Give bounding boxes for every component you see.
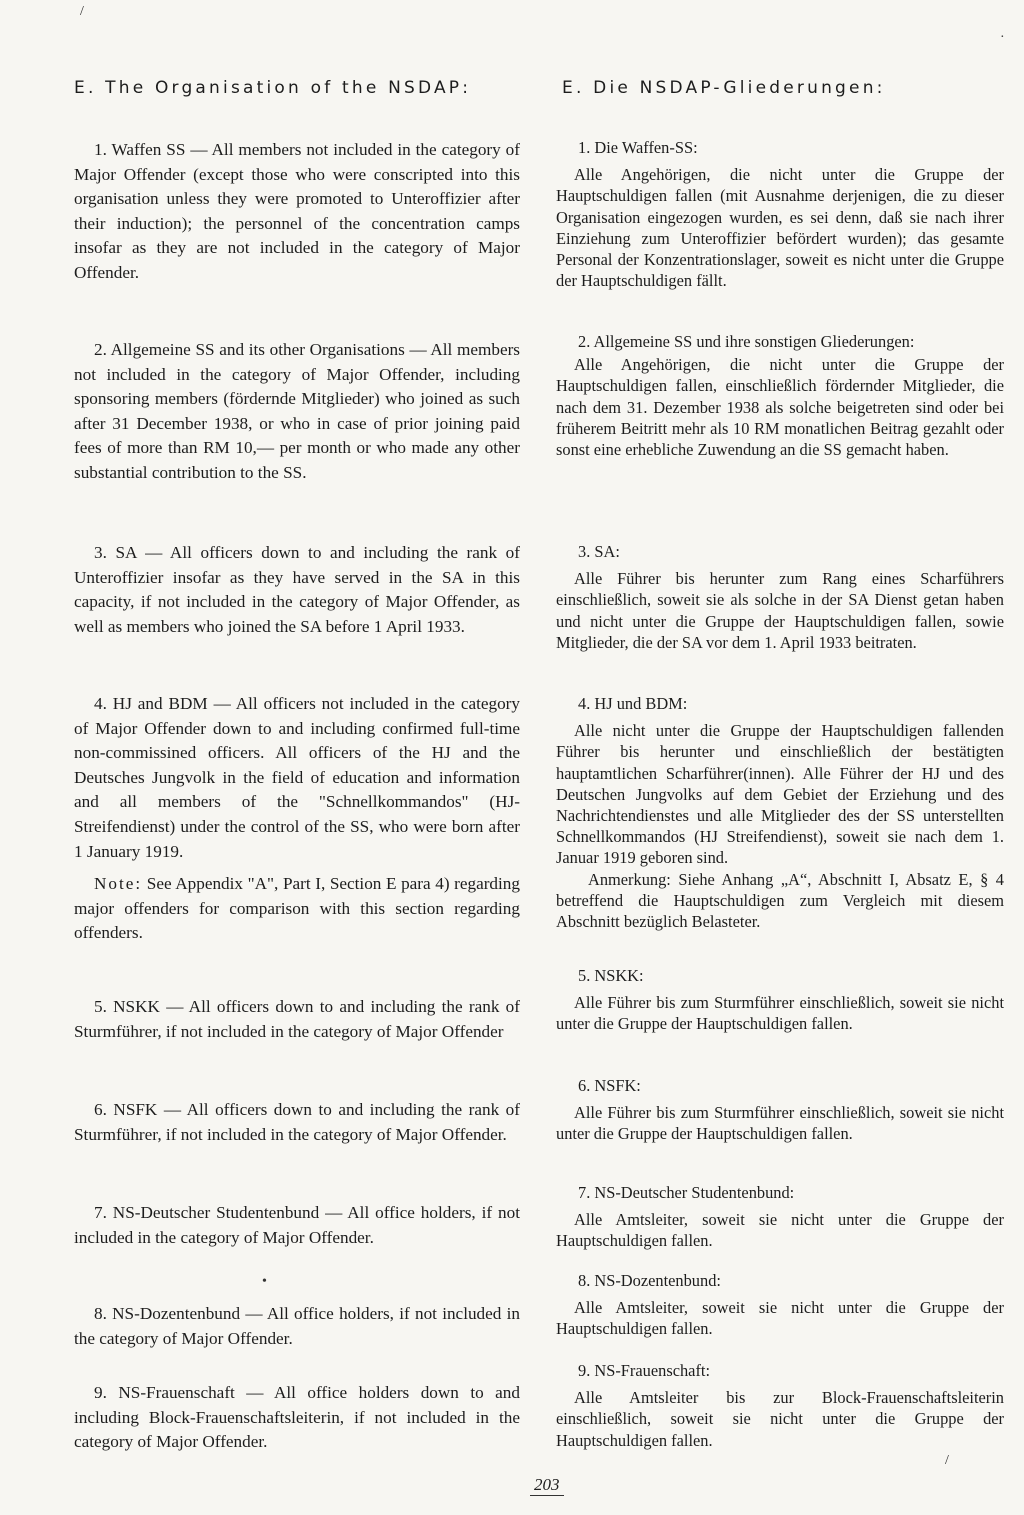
english-item-2 [74,338,520,486]
german-item-title: 7. NS-Deutscher Studentenbund: [578,1183,795,1202]
english-item-text: 8. NS-Dozentenbund — All office holders, if not included in the category of Major Offender. [74,1304,520,1348]
english-item-3 [74,541,520,639]
english-item-1 [74,138,520,286]
scan-mark: / [80,4,84,19]
german-item-8 [556,1270,1004,1340]
german-item-title: 1. Die Waffen-SS: [578,138,698,157]
german-item-9 [556,1360,1004,1451]
german-item-5 [556,965,1004,1035]
german-item-body: Alle Angehörigen, die nicht unter die Gruppe der Hauptschuldigen fallen (mit Ausnahme derjenigen, die zu dieser Organisation eingezogen wurden, es sei denn, daß sie nach ihrer Einziehung zum Unteroffizier befördert wurden); das gesamte Personal der Konzentrationslager, soweit es nicht unter die Gruppe der Hauptschuldigen fällt. [556,165,1004,291]
german-item-body: Alle Führer bis herunter zum Rang eines Scharführers einschließlich, soweit sie als solche in der SA Dienst getan haben und nicht unter die Gruppe der Hauptschuldigen fallen, sowie Mitglieder, die der SA vor dem 1. April 1933 beitraten. [556,569,1004,652]
english-item-text: 7. NS-Deutscher Studentenbund — All office holders, if not included in the category of Major Offender. [74,1203,520,1247]
english-item-text: 1. Waffen SS — All members not included in the category of Major Offender (except those who were conscripted into this organisation unless they were promoted to Unteroffizier after their induction); the personnel of the concentration camps insofar as they are not included in the category of Major Offender. [74,140,520,282]
english-heading: E. The Organisation of the NSDAP: [74,78,472,98]
german-item-title: 8. NS-Dozentenbund: [578,1271,721,1290]
english-item-7 [74,1201,520,1250]
note-text: See Appendix "A", Part I, Section E para 4) regarding major offenders for comparison with this section regarding offenders. [74,874,520,943]
english-item-5 [74,995,520,1044]
german-item-body: Alle Amtsleiter, soweit sie nicht unter die Gruppe der Hauptschuldigen fallen. [556,1210,1004,1251]
german-item-6 [556,1075,1004,1145]
german-item-body: Alle Amtsleiter bis zur Block-Frauenschaftsleiterin einschließlich, soweit sie nicht unter die Gruppe der Hauptschuldigen fallen. [556,1388,1004,1450]
english-item-text: 2. Allgemeine SS and its other Organisations — All members not included in the category of Major Offender, including sponsoring members (fördernde Mitglieder) who joined as such after 31 December 1938, or who in case of prior joining paid fees of more than RM 10,— per month or who made any other substantial contribution to the SS. [74,340,520,482]
english-item-text: 3. SA — All officers down to and including the rank of Unteroffizier insofar as they have served in the SA in this capacity, if not included in the category of Major Offender, as well as members who joined the SA before 1 April 1933. [74,543,520,636]
german-item-4 [556,693,1004,932]
german-item-7 [556,1182,1004,1252]
german-item-body: Alle Amtsleiter, soweit sie nicht unter die Gruppe der Hauptschuldigen fallen. [556,1298,1004,1339]
german-item-1 [556,137,1004,291]
english-item-text: 5. NSKK — All officers down to and including the rank of Sturmführer, if not included in the category of Major Offender [74,997,520,1041]
german-item-title: 5. NSKK: [578,966,644,985]
english-item-text: 4. HJ and BDM — All officers not included in the category of Major Offender down to and including confirmed full-time non-commissined officers. All officers of the HJ and the Deutsches Jungvolk in the field of education and information and all members of the "Schnellkommandos" (HJ-Streifendienst) under the control of the SS, who were born after 1 January 1919. [74,694,520,861]
scan-mark: · [1000,30,1005,45]
english-note [74,872,520,946]
german-item-title: 4. HJ und BDM: [578,694,688,713]
note-label: Note: [94,874,143,894]
german-item-body: Alle Führer bis zum Sturmführer einschließlich, soweit sie nicht unter die Gruppe der Hauptschuldigen fallen. [556,1103,1004,1144]
german-item-2 [556,331,1004,460]
german-item-title: 9. NS-Frauenschaft: [578,1361,711,1380]
english-item-text: 9. NS-Frauenschaft — All office holders down to and including Block-Frauenschaftsleiterin, if not included in the category of Major Offender. [74,1383,520,1452]
english-item-text: 6. NSFK — All officers down to and including the rank of Sturmführer, if not included in the category of Major Offender. [74,1100,520,1144]
german-item-body: Alle nicht unter die Gruppe der Hauptschuldigen fallenden Führer bis herunter und einschließlich der bestätigten hauptamtlichen Scharführer(innen). Alle Führer der HJ und des Deutschen Jungvolks auf dem Gebiet der Erziehung und des Nachrichtendienstes und alle Mitglieder des der SS unterstellten Schnellkommandos (HJ Streifendienst), soweit sie nach dem 1. Januar 1919 geboren sind. [556,721,1004,868]
english-item-9 [74,1381,520,1455]
german-item-3 [556,541,1004,653]
german-item-body: Alle Angehörigen, die nicht unter die Gruppe der Hauptschuldigen fallen, einschließlich fördernder Mitglieder, die nach dem 31. Dezember 1938 als solche beigetreten sind oder bei früherem Beitritt mehr als 10 RM monatlichen Beitrag gezahlt oder sonst eine erhebliche Zuwendung an die SS gemacht haben. [556,355,1004,460]
german-item-title: 6. NSFK: [578,1076,641,1095]
german-item-title: 2. Allgemeine SS und ihre sonstigen Gliederungen: [578,332,915,351]
scan-mark: / [945,1453,949,1468]
german-note: Anmerkung: Siehe Anhang „A“, Abschnitt I, Absatz E, § 4 betreffend die Hauptschuldigen zum Vergleich mit diesem Abschnitt bezüglich Belasteter. [556,869,1004,932]
german-item-body: Alle Führer bis zum Sturmführer einschließlich, soweit sie nicht unter die Gruppe der Hauptschuldigen fallen. [556,993,1004,1034]
german-item-title: 3. SA: [578,542,620,561]
page-number: 203 [530,1475,564,1496]
english-item-6 [74,1098,520,1147]
english-item-4 [74,692,520,946]
german-heading: E. Die NSDAP-Gliederungen: [562,78,886,98]
english-item-8 [74,1302,520,1351]
scan-mark: • [262,1274,267,1289]
